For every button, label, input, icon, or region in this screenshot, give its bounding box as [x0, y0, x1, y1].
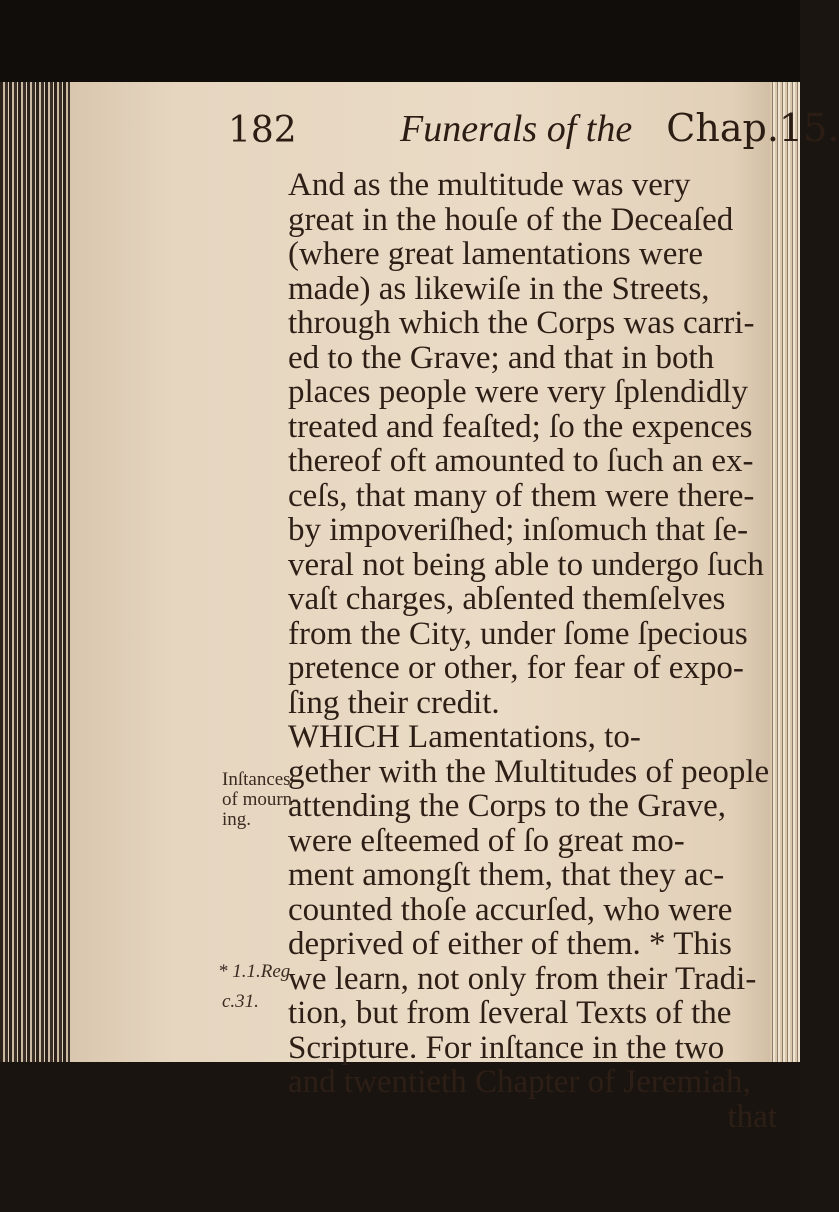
text-line: deprived of either of them. * This — [288, 926, 732, 962]
sidenote-reference-chapter: c.31. — [222, 991, 259, 1012]
text-line: WHICH Lamentations, to- — [288, 719, 641, 755]
running-head-chapter: Chap.15. — [666, 106, 839, 150]
running-head-title: Funerals of the — [400, 108, 633, 150]
text-line: were eſteemed of ſo great mo- — [288, 822, 685, 859]
text-line: pretence or other, for fear of expo- — [288, 650, 744, 686]
text-line: veral not being able to undergo ſuch — [288, 546, 764, 583]
sidenote-line: ing. — [222, 809, 252, 830]
sidenote-line: of mourn- — [222, 789, 299, 810]
text-line: ceſs, that many of them were there- — [288, 477, 755, 514]
catchword: that — [727, 1098, 777, 1135]
text-line: ed to the Grave; and that in both — [288, 339, 715, 376]
scan-top-margin — [0, 0, 800, 82]
text-line: by impoveriſhed; inſomuch that ſe- — [288, 512, 749, 548]
book-page-edges — [0, 82, 70, 1062]
text-line: Scripture. For inſtance in the two — [288, 1029, 725, 1066]
text-line: through which the Corps was carri- — [288, 305, 755, 341]
sidenote-reference: * 1.1.Reg. — [218, 961, 296, 982]
running-head — [400, 106, 839, 151]
text-line: and twentieth Chapter of Jeremiah, — [288, 1064, 751, 1100]
text-line: treated and feaſted; ſo the expences — [288, 408, 753, 445]
text-line: (where great lamentations were — [288, 236, 704, 272]
text-line: made) as likewiſe in the Streets, — [288, 270, 710, 307]
text-line: gether with the Multitudes of people — [288, 753, 770, 790]
text-line: vaſt charges, abſented themſelves — [288, 581, 726, 617]
text-line: ſing their credit. — [288, 684, 500, 721]
text-line: places people were very ſplendidly — [288, 374, 748, 410]
sidenote-instances — [222, 770, 299, 830]
sidenote-line: Inſtances — [222, 769, 291, 790]
text-line: we learn, not only from their Tradi- — [288, 960, 757, 997]
text-line: great in the houſe of the Deceaſed — [288, 201, 734, 238]
text-line: from the City, under ſome ſpecious — [288, 615, 748, 652]
text-line: And as the multitude was very — [288, 167, 691, 203]
text-line: thereof oft amounted to ſuch an ex- — [288, 443, 754, 479]
text-line: attending the Corps to the Grave, — [288, 788, 727, 824]
body-text — [288, 168, 783, 1134]
text-line: ment amongſt them, that they ac- — [288, 857, 725, 893]
page-number: 182 — [228, 110, 297, 151]
text-line: tion, but from ſeveral Texts of the — [288, 995, 732, 1031]
text-line: counted thoſe accurſed, who were — [288, 891, 733, 928]
